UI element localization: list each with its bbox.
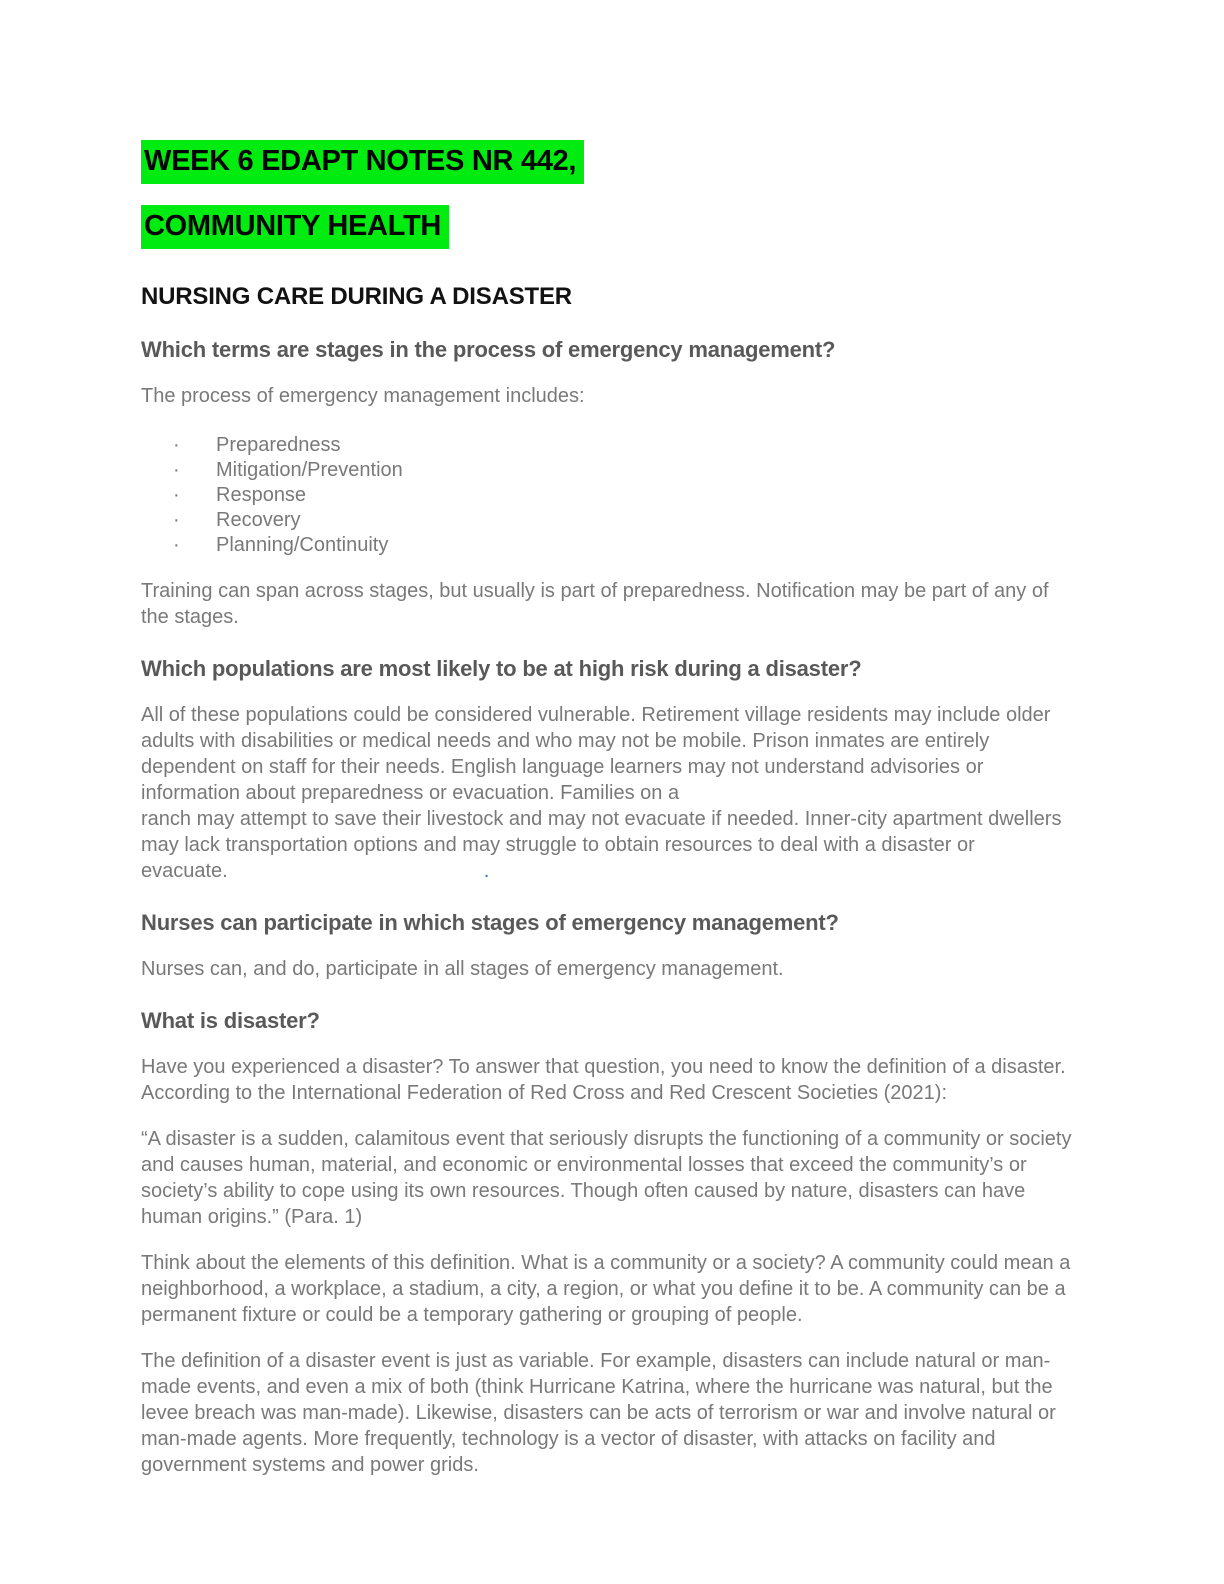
paragraph-training: Training can span across stages, but usually is part of preparedness. Notification may be part of any of the stages. [141,580,1049,628]
section-heading: NURSING CARE DURING A DISASTER [141,283,572,310]
paragraph-disaster-intro: Have you experienced a disaster? To answer that question, you need to know the definition of a disaster. According to the International Federation of Red Cross and Red Crescent Societies (2021): [141,1056,1066,1104]
bullet-marker: · [173,534,180,556]
bullet-marker: · [173,434,180,456]
question-terms-stages: Which terms are stages in the process of emergency management? [141,337,836,362]
stages-list [141,433,1076,558]
bullet-marker: · [173,459,180,481]
bullet-marker: · [173,509,180,531]
paragraph-process-intro: The process of emergency management includes: [141,385,585,407]
paragraph-definition-variable: The definition of a disaster event is just as variable. For example, disasters can include natural or man-made events, and even a mix of both (think Hurricane Katrina, where the hurricane was natural, but the levee breach was man-made). Likewise, disasters can be acts of terrorism or war and involve natural or man-made agents. More frequently, technology is a vector of disaster, with attacks on facility and government systems and power grids. [141,1350,1056,1476]
list-item-response [141,483,1076,508]
list-item-label: Mitigation/Prevention [216,459,403,481]
question-what-is-disaster: What is disaster? [141,1008,320,1033]
stray-blue-period: . [483,860,490,882]
list-item-label: Planning/Continuity [216,534,389,556]
paragraph-populations-part1: All of these populations could be considered vulnerable. Retirement village residents may include older adults with disabilities or medical needs and who may not be mobile. Prison inmates are entirely dependent on staff for their needs. English language learners may not understand advisories or information about preparedness or evacuation. Families on a [141,704,1051,804]
paragraph-nurses-answer: Nurses can, and do, participate in all stages of emergency management. [141,958,784,980]
paragraph-populations-part2: ranch may attempt to save their livestock and may not evacuate if needed. Inner-city apartment dwellers may lack transportation options and may struggle to obtain resources to deal with a disaster or evacuate. [141,808,1062,882]
paragraph-populations [141,702,1076,884]
paragraph-disaster-quote: “A disaster is a sudden, calamitous event that seriously disrupts the functioning of a community or society and causes human, material, and economic or environmental losses that exceed the community’s or society’s ability to cope using its own resources. Though often caused by nature, disasters can have human origins.” (Para. 1) [141,1128,1072,1228]
question-nurses-participate: Nurses can participate in which stages of emergency management? [141,910,839,935]
list-item-label: Preparedness [216,434,341,456]
list-item-planning-continuity [141,533,1076,558]
doc-title-line-1 [141,140,1076,184]
doc-title-highlight-2: COMMUNITY HEALTH [141,205,449,249]
doc-title-line-2 [141,205,1076,249]
list-item-mitigation-prevention [141,458,1076,483]
doc-title-highlight-1: WEEK 6 EDAPT NOTES NR 442, [141,140,584,184]
paragraph-think-elements: Think about the elements of this definition. What is a community or a society? A community could mean a neighborhood, a workplace, a stadium, a city, a region, or what you define it to be. A community can be a permanent fixture or could be a temporary gathering or grouping of people. [141,1252,1071,1326]
question-populations-high-risk: Which populations are most likely to be at high risk during a disaster? [141,656,862,681]
list-item-label: Recovery [216,509,301,531]
list-item-label: Response [216,484,307,506]
bullet-marker: · [173,484,180,506]
list-item-preparedness [141,433,1076,458]
list-item-recovery [141,508,1076,533]
